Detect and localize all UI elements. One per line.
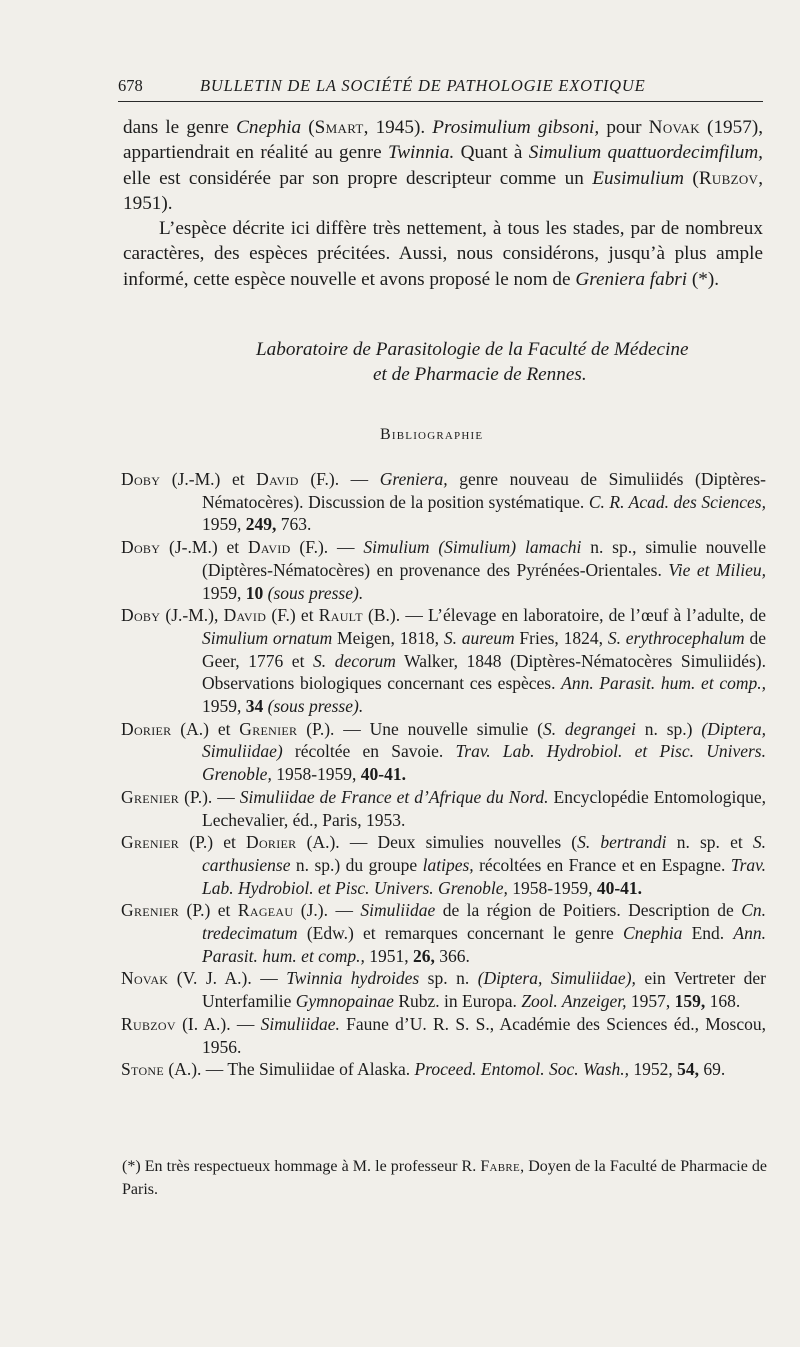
volume-number: 10 (245, 582, 264, 603)
journal-name: Trav. Lab. Hydrobiol. et Pisc. Univers. Grenoble, (202, 854, 766, 898)
text-span: sp. n. (419, 968, 478, 989)
journal-name: C. R. Acad. des Sciences, (588, 491, 766, 512)
taxon-name: S. degrangei (542, 718, 636, 739)
author-name: Doby (121, 605, 161, 626)
text-span: Encyclopédie Entomologique, Lechevalier, éd., Paris, 1953. (202, 786, 767, 830)
text-span: , 1945). (363, 117, 433, 138)
author-name: Stone (121, 1059, 165, 1080)
text-span: (F.). — (290, 537, 364, 558)
author-name: Novak (121, 968, 169, 989)
text-span: 1958-1959, (507, 877, 597, 898)
text-span: (J.-M.), (160, 605, 224, 626)
header-rule (118, 101, 763, 102)
text-span: (*) En très respectueux hommage à M. le professeur R. (122, 1158, 481, 1175)
author-name: Grenier (121, 900, 180, 921)
journal-name: Vie et Milieu, (668, 559, 766, 580)
journal-name: Proceed. Entomol. Soc. Wash., (414, 1059, 630, 1080)
text-span: L’élevage en laboratoire, de l’œuf à l’adulte, de (428, 605, 767, 626)
taxon-name: Twinnia hydroides (286, 968, 420, 989)
text-span: 366. (434, 945, 470, 966)
text-span: (J-.M.) et (160, 537, 248, 558)
taxon-name: Greniera fabri (575, 268, 688, 290)
author-name: Dorier (246, 832, 297, 853)
reference-item (121, 718, 766, 786)
taxon-name: Greniera, (379, 469, 448, 489)
reference-item (121, 1013, 766, 1058)
text-span: (A.). — (296, 832, 378, 853)
text-span: 69. (699, 1059, 726, 1080)
text-span: 168. (705, 991, 741, 1012)
reference-item (121, 786, 766, 831)
text-span: 1951, (364, 945, 413, 966)
text-span: n. sp.) du groupe (290, 854, 423, 875)
text-span: (P.). — (179, 786, 240, 807)
text-span: n. sp. et (666, 832, 753, 853)
book-title: Simuliidae de France et d’Afrique du Nord. (239, 786, 549, 807)
text-span: elle est considérée par son propre descripteur comme un (123, 167, 593, 189)
author-name: Grenier (239, 718, 298, 739)
volume-number: 54, (677, 1059, 700, 1080)
author-name: Rubzov (121, 1013, 176, 1034)
text-span: , Doyen de la Faculté de Pharmacie de Paris. (122, 1158, 768, 1198)
taxon-name: S. bertrandi (577, 832, 667, 853)
volume-number: 26, (412, 945, 435, 966)
taxon-name: Twinnia. (388, 142, 455, 164)
author-name: Grenier (121, 786, 180, 807)
taxon-name: S. decorum (313, 650, 396, 671)
text-span: (P.). — (297, 718, 370, 739)
volume-number: 159, (674, 991, 706, 1012)
text-span: End. (682, 923, 734, 944)
author-name: Fabre (480, 1158, 521, 1175)
taxon-name: (Diptera, Simuliidae), (477, 968, 636, 989)
journal-name: Zool. Anzeiger, (521, 991, 627, 1012)
reference-item (121, 967, 766, 1012)
text-span: Deux simulies nouvelles ( (377, 832, 578, 853)
text-span: (*). (687, 268, 720, 290)
text-span: (F.). — (298, 469, 380, 489)
text-span: 763. (276, 514, 312, 535)
author-name: Rubzov (698, 167, 759, 189)
reference-item (121, 536, 766, 604)
author-name: David (223, 605, 267, 626)
text-span: Une nouvelle simulie ( (369, 718, 543, 739)
text-span: 1959, (202, 514, 246, 535)
author-name: Rault (318, 605, 363, 626)
text-span: 1959, (202, 582, 246, 603)
text-span: dans le genre (123, 117, 237, 138)
taxon-name: Gymnopainae (295, 991, 394, 1012)
text-span: (1957), appartiendrait en réalité au genre (123, 117, 764, 164)
text-span: 1958-1959, (271, 764, 361, 785)
text-span: Walker, 1848 (Diptères-Nématocères Simuliidés). Observations biologiques concernant ces espèces. (202, 650, 766, 694)
affiliation-line-1: Laboratoire de Parasitologie de la Faculté de Médecine (256, 339, 689, 360)
text-span: genre nouveau de Simuliidés (Diptères-Nématocères). Discussion de la position systématique. (202, 469, 766, 512)
journal-title: BULLETIN DE LA SOCIÉTÉ DE PATHOLOGIE EXOTIQUE (200, 76, 646, 95)
reference-item (121, 468, 766, 536)
text-span: L’espèce décrite ici diffère très nettement, à tous les stades, par de nombreux caractères, des espèces précitées. Aussi, nous considérons, jusqu’à plus ample informé, cette espèce nouvelle et avons proposé le nom de (123, 218, 763, 290)
press-status: (sous presse). (267, 696, 364, 717)
text-span: (Edw.) et remarques concernant le genre (297, 923, 624, 944)
text-span: (A.) et (171, 718, 240, 739)
volume-number: 249, (245, 514, 277, 535)
journal-name: Trav. Lab. Hydrobiol. et Pisc. Univers. Grenoble, (202, 741, 766, 785)
reference-item (121, 1058, 766, 1081)
body-text (123, 115, 763, 292)
text-span: (B.). — (362, 605, 429, 626)
text-span: ( (683, 167, 699, 189)
taxon-name: S. erythrocephalum (607, 627, 745, 648)
journal-name: Ann. Parasit. hum. et comp., (202, 923, 766, 966)
text-span: Meigen, 1818, (332, 627, 444, 648)
text-span: n. sp., simulie nouvelle (Diptères-Nématocères) en provenance des Pyrénées-Orientales. (202, 537, 766, 580)
text-span: n. sp.) (635, 718, 702, 739)
footnote (122, 1156, 767, 1201)
taxon-name: Cnephia (236, 117, 302, 138)
taxon-name: S. carthusiense (202, 832, 766, 875)
reference-item (121, 899, 766, 967)
taxon-name: Simuliidae (360, 900, 436, 921)
text-span: de Geer, 1776 et (202, 627, 766, 671)
taxon-name: Simulium ornatum (202, 627, 333, 648)
text-span: Faune d’U. R. S. S., Académie des Sciences éd., Moscou, 1956. (202, 1013, 767, 1057)
text-span: récoltées en France et en Espagne. (473, 854, 731, 875)
text-span: Fries, 1824, (514, 627, 608, 648)
text-span: (J.). — (293, 900, 361, 921)
author-name: Smart (314, 117, 364, 138)
volume-number: 40-41. (360, 764, 406, 785)
journal-name: Ann. Parasit. hum. et comp., (561, 673, 766, 694)
reference-item (121, 831, 766, 899)
affiliation-line-2: et de Pharmacie de Rennes. (373, 364, 587, 385)
text-span: récoltée en Savoie. (282, 741, 456, 762)
paragraph-1 (123, 115, 763, 216)
text-span: The Simuliidae of Alaska. (227, 1059, 415, 1080)
author-name: Grenier (121, 832, 180, 853)
author-name: David (247, 537, 291, 558)
taxon-name: Cn. tredecimatum (202, 900, 767, 944)
text-span: , 1951). (123, 167, 763, 214)
text-span: ( (301, 117, 315, 138)
text-span: (P.) et (179, 900, 238, 921)
text-span: 1957, (626, 991, 675, 1012)
text-span: 1952, (629, 1059, 678, 1080)
text-span: ein Vertreter der Unterfamilie (202, 968, 766, 1012)
text-span: 1959, (202, 696, 246, 717)
taxon-name: Prosimulium gibsoni, (432, 117, 600, 138)
taxon-name: Simulium (Simulium) lamachi (363, 537, 582, 558)
press-status: (sous presse). (267, 582, 364, 603)
text-span: (V. J. A.). — (168, 968, 287, 989)
page-number: 678 (118, 76, 143, 95)
taxon-name: Cnephia (623, 923, 683, 944)
reference-list (121, 468, 766, 1081)
paragraph-2 (123, 216, 763, 292)
taxon-name: Simuliidae. (260, 1013, 340, 1034)
author-name: Doby (121, 537, 161, 558)
text-span: (F.) et (266, 605, 319, 626)
author-name: Rageau (237, 900, 294, 921)
text-span: (J.-M.) et (160, 469, 257, 489)
taxon-name: (Diptera, Simuliidae) (202, 718, 766, 762)
taxon-name: Eusimulium (592, 167, 684, 189)
text-span: Quant à (454, 142, 529, 164)
bibliography-heading: Bibliographie (380, 426, 484, 443)
reference-item (121, 604, 766, 718)
taxon-name: S. aureum (443, 627, 515, 648)
running-header (118, 74, 763, 98)
author-name: Dorier (121, 718, 172, 739)
author-name: Doby (121, 469, 161, 489)
volume-number: 34 (245, 696, 264, 717)
author-name: David (256, 469, 299, 489)
volume-number: 40-41. (596, 877, 643, 898)
text-span: (A.). — (164, 1059, 228, 1080)
text-span: (I. A.). — (175, 1013, 261, 1034)
taxon-name: latipes, (422, 854, 474, 875)
text-span: Rubz. in Europa. (393, 991, 522, 1012)
text-span: (P.) et (179, 832, 247, 853)
author-name: Novak (648, 117, 700, 138)
text-span: pour (599, 117, 649, 138)
taxon-name: Simulium quattuordecimfilum, (528, 142, 763, 164)
text-span: de la région de Poitiers. Description de (435, 900, 742, 921)
